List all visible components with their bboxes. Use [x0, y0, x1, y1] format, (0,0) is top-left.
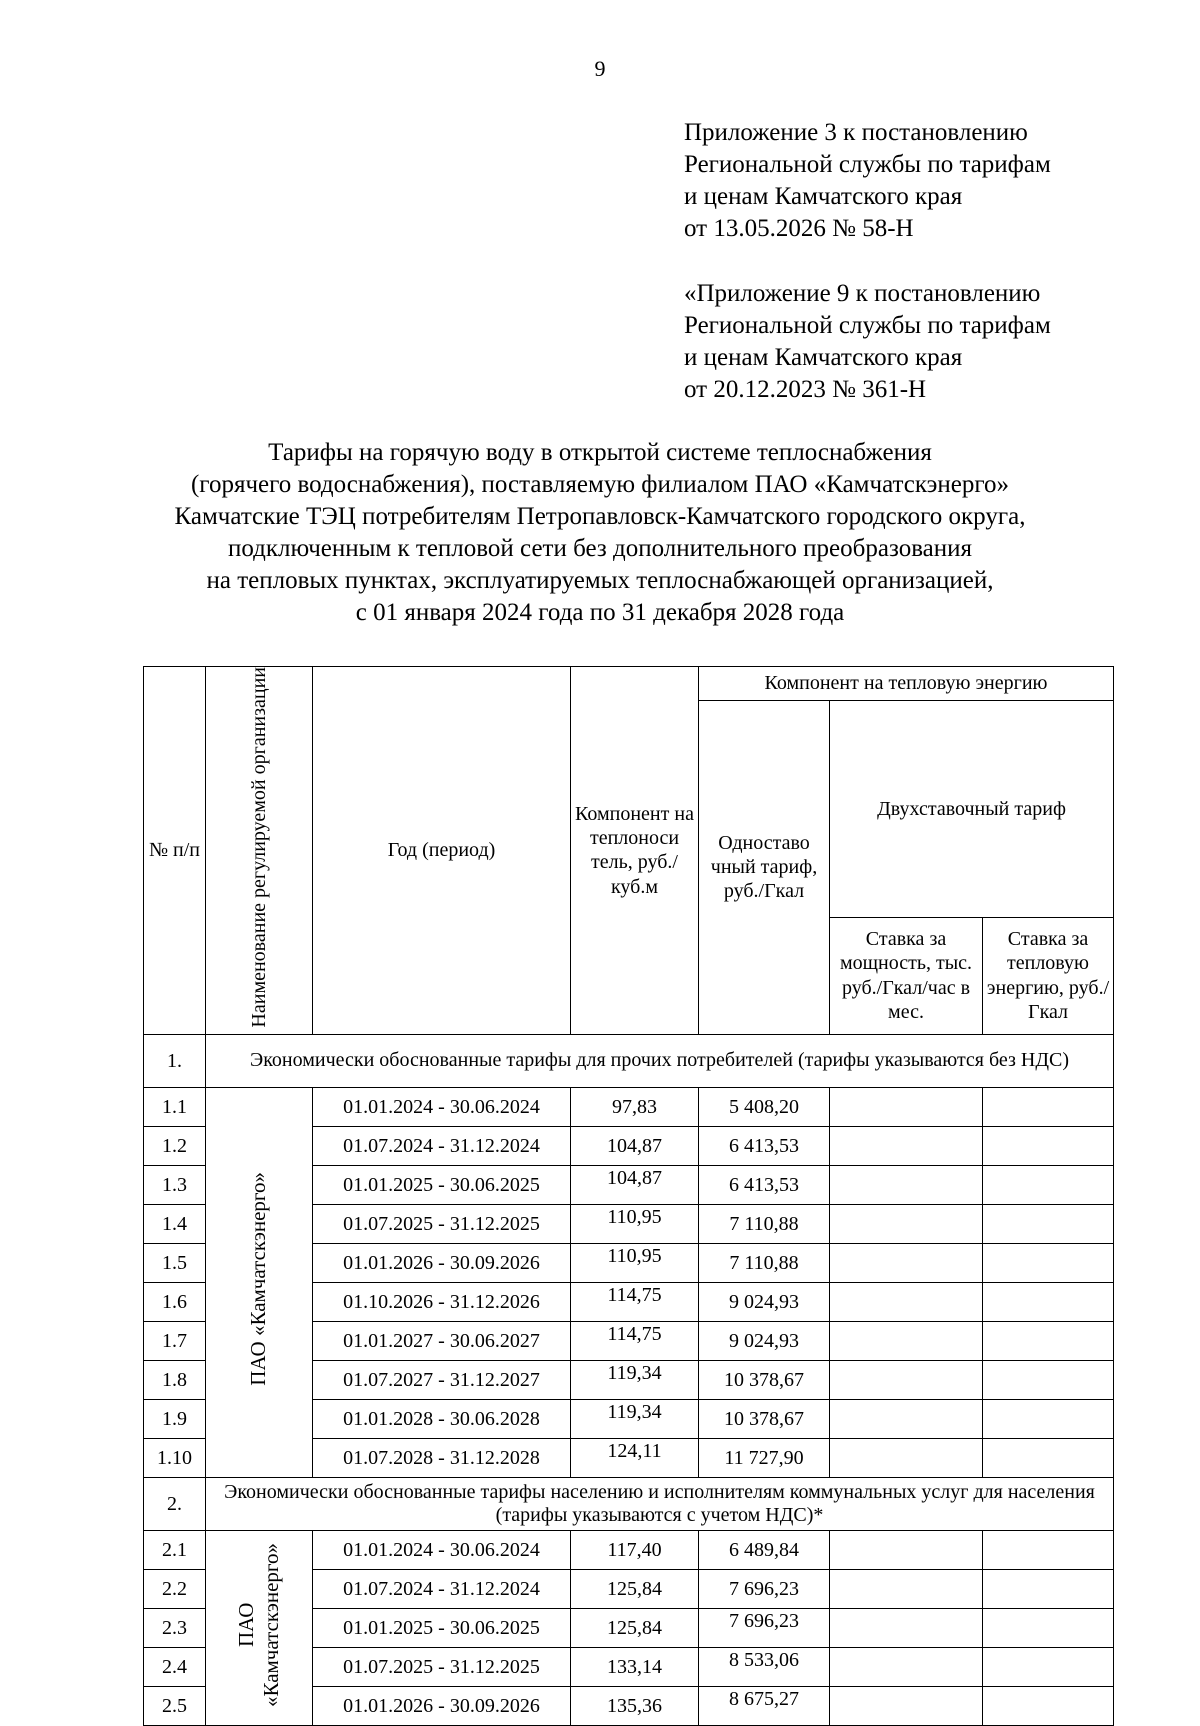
row-single-rate: 7 110,88 [699, 1243, 830, 1282]
org-name-cell [206, 1087, 313, 1477]
title-line: с 01 января 2024 года по 31 декабря 2028 года [355, 599, 845, 626]
row-energy-rate [983, 1321, 1114, 1360]
row-num: 1.3 [144, 1165, 206, 1204]
row-carrier: 125,84 [571, 1569, 699, 1608]
row-energy-rate [983, 1647, 1114, 1686]
row-energy-rate [983, 1360, 1114, 1399]
section-title: Экономически обоснованные тарифы для прочих потребителей (тарифы указываются без НДС) [206, 1034, 1114, 1087]
row-carrier: 104,87 [571, 1165, 699, 1204]
appendix-header-current [684, 117, 1051, 245]
row-num: 1.9 [144, 1399, 206, 1438]
appendix-line: от 20.12.2023 № 361-Н [684, 376, 927, 403]
row-single-rate: 6 489,84 [699, 1530, 830, 1569]
row-num: 1.6 [144, 1282, 206, 1321]
header-two-rate-group: Двухставочный тариф [830, 701, 1114, 918]
row-num: 1.10 [144, 1438, 206, 1477]
row-single-rate: 10 378,67 [699, 1360, 830, 1399]
row-capacity-rate [830, 1321, 983, 1360]
row-energy-rate [983, 1399, 1114, 1438]
row-period: 01.07.2024 - 31.12.2024 [313, 1569, 571, 1608]
row-period: 01.01.2028 - 30.06.2028 [313, 1399, 571, 1438]
row-period: 01.01.2026 - 30.09.2026 [313, 1243, 571, 1282]
row-carrier: 117,40 [571, 1530, 699, 1569]
row-capacity-rate [830, 1530, 983, 1569]
row-single-rate: 8 533,06 [699, 1647, 830, 1686]
row-num: 1.7 [144, 1321, 206, 1360]
row-period: 01.07.2028 - 31.12.2028 [313, 1438, 571, 1477]
row-capacity-rate [830, 1165, 983, 1204]
row-period: 01.01.2026 - 30.09.2026 [313, 1686, 571, 1725]
row-capacity-rate [830, 1686, 983, 1725]
row-capacity-rate [830, 1438, 983, 1477]
header-carrier: Компонент на теплоноси тель, руб./куб.м [571, 667, 699, 1035]
row-carrier: 114,75 [571, 1282, 699, 1321]
row-num: 1.5 [144, 1243, 206, 1282]
org-name-cell [206, 1530, 313, 1725]
row-carrier: 135,36 [571, 1686, 699, 1725]
appendix-line: и ценам Камчатского края [684, 344, 963, 371]
row-num: 1.1 [144, 1087, 206, 1126]
row-single-rate: 11 727,90 [699, 1438, 830, 1477]
row-single-rate: 10 378,67 [699, 1399, 830, 1438]
row-capacity-rate [830, 1282, 983, 1321]
row-energy-rate [983, 1569, 1114, 1608]
appendix-line: от 13.05.2026 № 58-Н [684, 215, 914, 242]
section-title: Экономически обоснованные тарифы населению и исполнителям коммунальных услуг для населения (тарифы указываются с учетом НДС)* [206, 1477, 1114, 1530]
row-capacity-rate [830, 1126, 983, 1165]
row-carrier: 119,34 [571, 1399, 699, 1438]
row-single-rate: 7 696,23 [699, 1608, 830, 1647]
table-row [144, 1087, 1114, 1126]
row-capacity-rate [830, 1360, 983, 1399]
row-single-rate: 6 413,53 [699, 1165, 830, 1204]
row-capacity-rate [830, 1204, 983, 1243]
row-num: 1.2 [144, 1126, 206, 1165]
row-period: 01.10.2026 - 31.12.2026 [313, 1282, 571, 1321]
row-single-rate: 9 024,93 [699, 1282, 830, 1321]
title-line: на тепловых пунктах, эксплуатируемых теплоснабжающей организацией, [206, 567, 994, 594]
header-capacity-rate: Ставка за мощность, тыс. руб./Гкал/час в мес. [830, 917, 983, 1034]
row-period: 01.01.2025 - 30.06.2025 [313, 1608, 571, 1647]
row-num: 2.5 [144, 1686, 206, 1725]
header-energy-rate: Ставка за тепловую энергию, руб./Гкал [983, 917, 1114, 1034]
row-carrier: 133,14 [571, 1647, 699, 1686]
row-energy-rate [983, 1204, 1114, 1243]
row-energy-rate [983, 1087, 1114, 1126]
org-name: ПАО «Камчатскэнерго» [246, 1172, 271, 1386]
title-line: подключенным к тепловой сети без дополнительного преобразования [227, 535, 973, 562]
header-energy-group: Компонент на тепловую энергию [699, 667, 1114, 701]
row-capacity-rate [830, 1647, 983, 1686]
row-period: 01.01.2027 - 30.06.2027 [313, 1321, 571, 1360]
row-carrier: 114,75 [571, 1321, 699, 1360]
row-num: 1.4 [144, 1204, 206, 1243]
title-line: Тарифы на горячую воду в открытой системе теплоснабжения [268, 439, 932, 466]
row-carrier: 119,34 [571, 1360, 699, 1399]
section-row [144, 1477, 1114, 1530]
row-single-rate: 7 110,88 [699, 1204, 830, 1243]
appendix-line: Региональной службы по тарифам [684, 312, 1051, 339]
appendix-header-original [684, 278, 1051, 406]
row-energy-rate [983, 1165, 1114, 1204]
row-energy-rate [983, 1126, 1114, 1165]
row-period: 01.07.2027 - 31.12.2027 [313, 1360, 571, 1399]
row-num: 2.3 [144, 1608, 206, 1647]
row-num: 2.1 [144, 1530, 206, 1569]
appendix-line: «Приложение 9 к постановлению [684, 280, 1041, 307]
row-single-rate: 8 675,27 [699, 1686, 830, 1725]
row-single-rate: 6 413,53 [699, 1126, 830, 1165]
row-period: 01.01.2025 - 30.06.2025 [313, 1165, 571, 1204]
row-carrier: 124,11 [571, 1438, 699, 1477]
row-capacity-rate [830, 1569, 983, 1608]
row-carrier: 110,95 [571, 1204, 699, 1243]
row-capacity-rate [830, 1608, 983, 1647]
table-row [144, 1530, 1114, 1569]
appendix-line: Региональной службы по тарифам [684, 151, 1051, 178]
row-period: 01.07.2025 - 31.12.2025 [313, 1204, 571, 1243]
row-carrier: 110,95 [571, 1243, 699, 1282]
row-period: 01.07.2024 - 31.12.2024 [313, 1126, 571, 1165]
row-energy-rate [983, 1438, 1114, 1477]
row-single-rate: 7 696,23 [699, 1569, 830, 1608]
tariff-table [143, 666, 1114, 1726]
appendix-line: и ценам Камчатского края [684, 183, 963, 210]
row-carrier: 97,83 [571, 1087, 699, 1126]
row-num: 1.8 [144, 1360, 206, 1399]
section-num: 1. [144, 1034, 206, 1087]
page-number: 9 [594, 56, 606, 81]
row-carrier: 125,84 [571, 1608, 699, 1647]
row-energy-rate [983, 1530, 1114, 1569]
appendix-line: Приложение 3 к постановлению [684, 119, 1028, 146]
row-num: 2.2 [144, 1569, 206, 1608]
row-single-rate: 5 408,20 [699, 1087, 830, 1126]
row-single-rate: 9 024,93 [699, 1321, 830, 1360]
row-energy-rate [983, 1608, 1114, 1647]
row-period: 01.01.2024 - 30.06.2024 [313, 1087, 571, 1126]
header-org: Наименование регулируемой организации [206, 667, 313, 1035]
row-energy-rate [983, 1243, 1114, 1282]
title-line: Камчатские ТЭЦ потребителям Петропавловск-Камчатского городского округа, [174, 503, 1026, 530]
title-line: (горячего водоснабжения), поставляемую филиалом ПАО «Камчатскэнерго» [190, 471, 1010, 498]
row-period: 01.01.2024 - 30.06.2024 [313, 1530, 571, 1569]
row-num: 2.4 [144, 1647, 206, 1686]
row-carrier: 104,87 [571, 1126, 699, 1165]
header-single-rate: Одноставо чный тариф, руб./Гкал [699, 701, 830, 1035]
row-capacity-rate [830, 1087, 983, 1126]
org-name: ПАО «Камчатскэнерго» [233, 1542, 283, 1707]
document-title [0, 437, 1200, 629]
section-num: 2. [144, 1477, 206, 1530]
row-energy-rate [983, 1686, 1114, 1725]
row-period: 01.07.2025 - 31.12.2025 [313, 1647, 571, 1686]
row-capacity-rate [830, 1243, 983, 1282]
section-row [144, 1034, 1114, 1087]
header-num: № п/п [144, 667, 206, 1035]
row-capacity-rate [830, 1399, 983, 1438]
row-energy-rate [983, 1282, 1114, 1321]
header-period: Год (период) [313, 667, 571, 1035]
